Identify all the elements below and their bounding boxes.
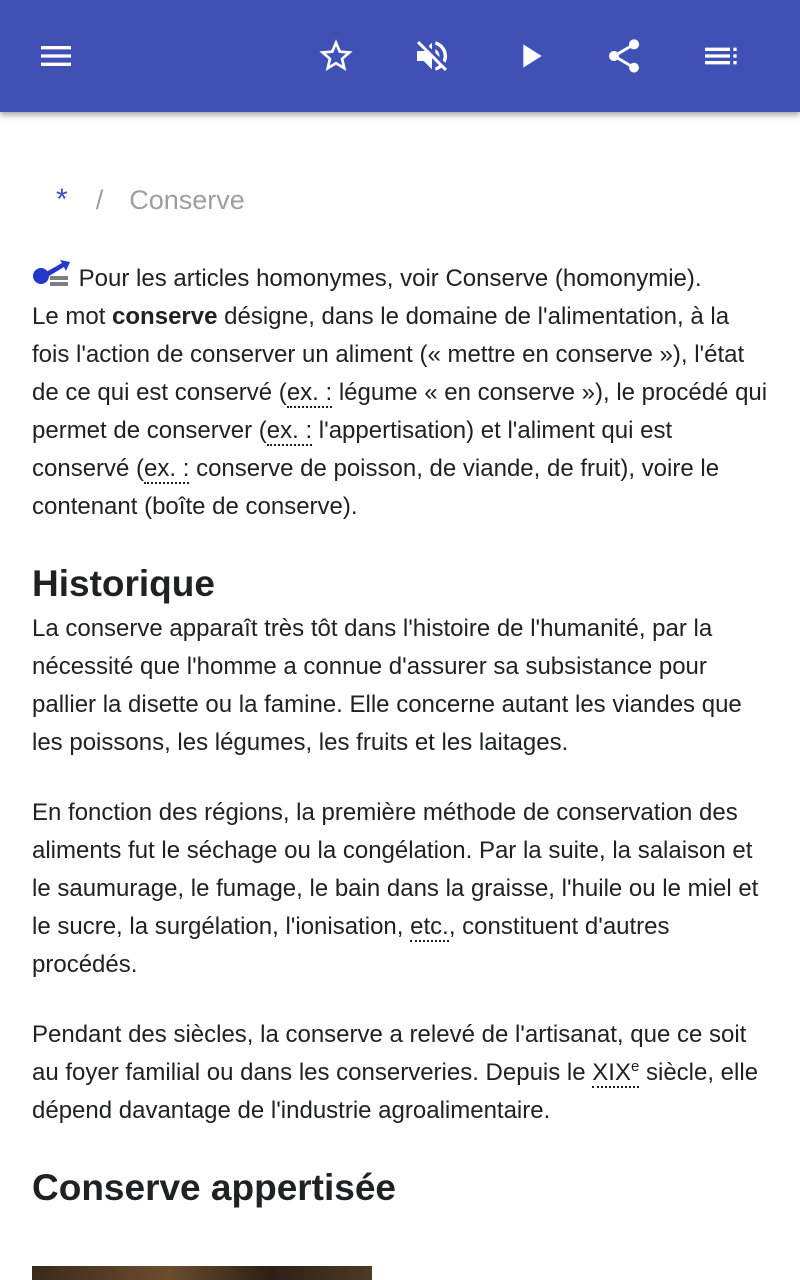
app-bar xyxy=(0,0,800,112)
abbr-century[interactable] xyxy=(592,1059,639,1088)
section-heading-appertisee: Conserve appertisée xyxy=(32,1167,397,1208)
term-bold: conserve xyxy=(112,303,218,330)
abbr-example[interactable]: ex. : xyxy=(266,417,313,444)
text: En fonction des régions, la première méthode de conservation des aliments fut le séchage ou la congélation. Par la suite, la salaison et le saumurage, le fumage, le bain dans la graisse, l'huile ou le miel et le sucre, la surgélation, l'ionisation, xyxy=(32,799,759,940)
star-icon[interactable] xyxy=(308,28,364,84)
article-image[interactable] xyxy=(32,1266,372,1280)
breadcrumb-separator: / xyxy=(95,184,104,215)
abbr-example[interactable]: ex. : xyxy=(286,379,333,406)
century-numeral: XIX xyxy=(592,1059,631,1086)
breadcrumb-home-link[interactable]: * xyxy=(56,183,68,216)
share-icon[interactable] xyxy=(596,28,652,84)
historique-paragraph-2 xyxy=(32,794,772,984)
text: Le mot xyxy=(32,303,113,330)
article-content xyxy=(32,258,772,1214)
menu-icon[interactable] xyxy=(28,28,84,84)
text: l'appertisation) et l'aliment qui est conservé ( xyxy=(32,417,673,482)
breadcrumb xyxy=(56,180,245,220)
playlist-icon[interactable] xyxy=(692,28,748,84)
text: conserve de poisson, de viande, de fruit), voire le contenant (boîte de conserve). xyxy=(32,455,720,520)
abbr-etc[interactable]: etc. xyxy=(410,913,449,940)
historique-paragraph-1: La conserve apparaît très tôt dans l'histoire de l'humanité, par la nécessité que l'homme a connue d'assurer sa subsistance pour pallier la disette ou la famine. Elle concerne autant les viandes que les poissons, les légumes, les fruits et les laitages. xyxy=(32,615,742,756)
play-icon[interactable] xyxy=(502,28,558,84)
volume-off-icon[interactable] xyxy=(404,28,460,84)
historique-paragraph-3 xyxy=(32,1016,772,1130)
text: Pendant des siècles, la conserve a relevé de l'artisanat, que ce soit au foyer familial ou dans les conserveries. Depuis le xyxy=(32,1021,747,1086)
intro-paragraph xyxy=(32,298,772,526)
homonym-icon xyxy=(32,258,72,288)
text: siècle, elle dépend davantage de l'industrie agroalimentaire. xyxy=(32,1059,759,1124)
section-heading-historique: Historique xyxy=(32,563,215,604)
homonym-note xyxy=(32,258,772,298)
text: légume « en conserve »), le procédé qui permet de conserver ( xyxy=(32,379,768,444)
text: , constituent d'autres procédés. xyxy=(32,913,670,978)
text: désigne, dans le domaine de l'alimentation, à la fois l'action de conserver un aliment (« mettre en conserve »), l'état de ce qui est conservé ( xyxy=(32,303,745,406)
century-sup: e xyxy=(630,1058,640,1075)
homonym-note-text[interactable]: Pour les articles homonymes, voir Conserve (homonymie). xyxy=(78,265,702,292)
abbr-example[interactable]: ex. : xyxy=(144,455,190,482)
breadcrumb-current: Conserve xyxy=(129,184,245,215)
